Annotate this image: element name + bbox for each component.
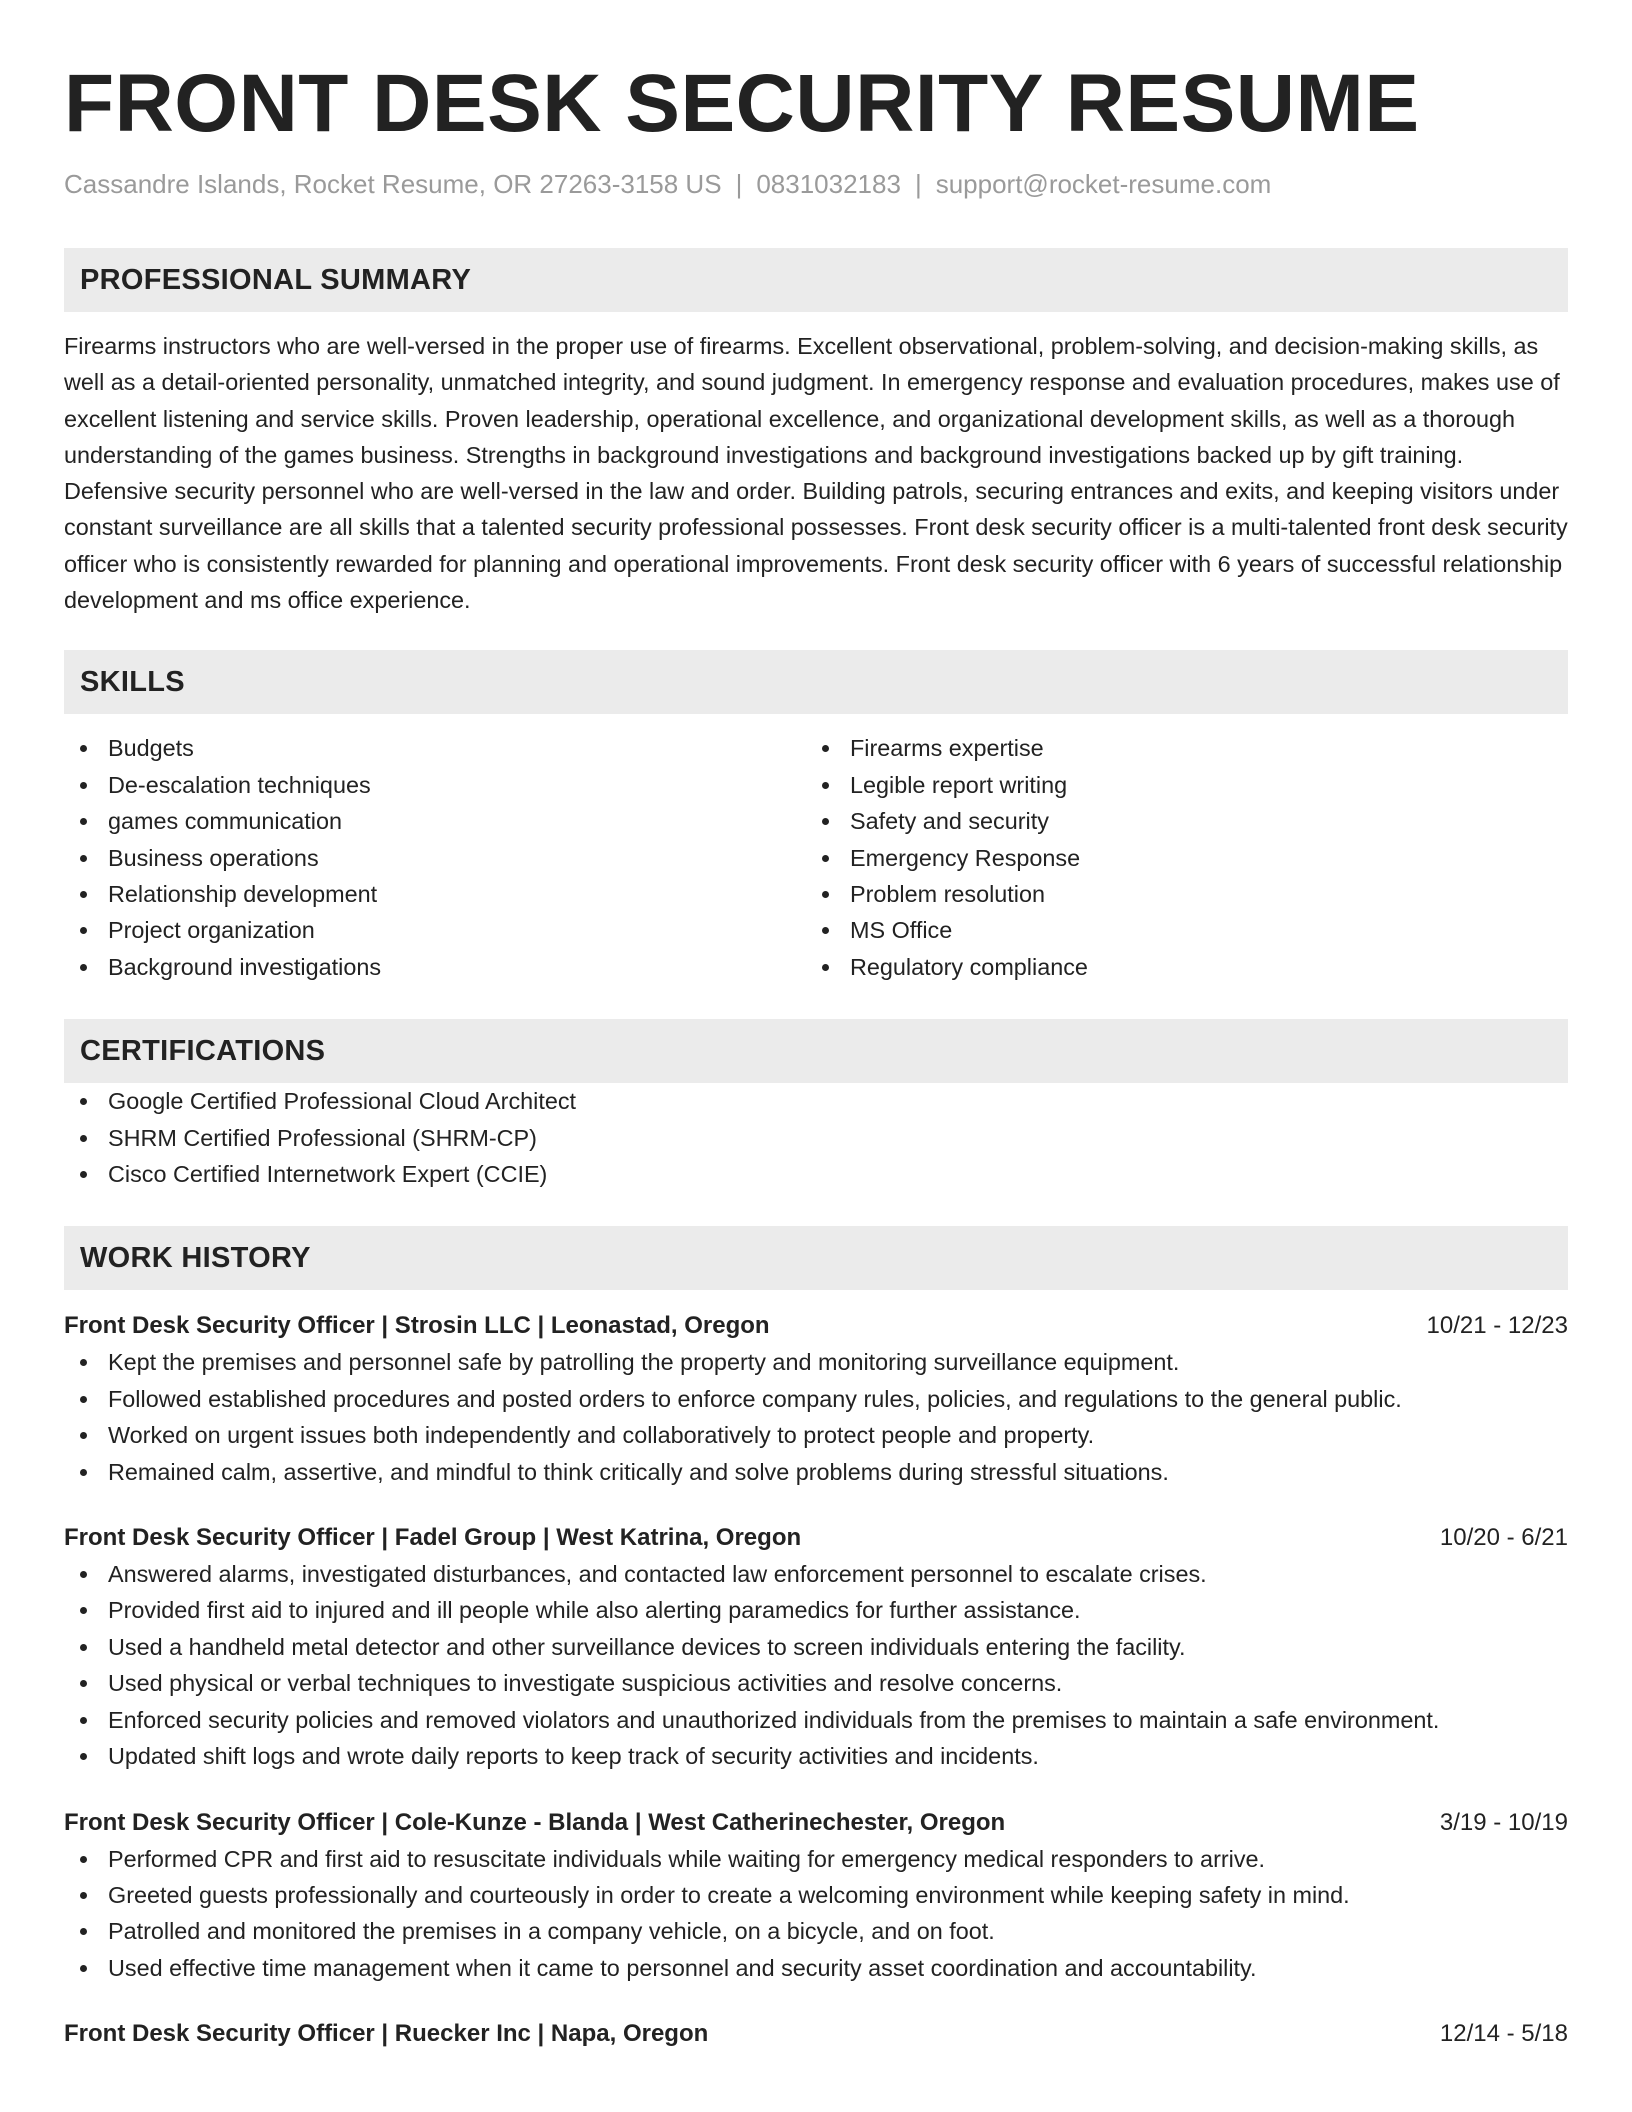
job-duty: Performed CPR and first aid to resuscitate individuals while waiting for emergency medical responders to arrive. <box>64 1841 1568 1877</box>
job-dates: 10/20 - 6/21 <box>1439 1524 1568 1552</box>
skills-heading: SKILLS <box>64 650 1568 714</box>
skill-item: MS Office <box>806 912 1568 948</box>
job-duty: Greeted guests professionally and courteously in order to create a welcoming environment while keeping safety in mind. <box>64 1877 1568 1913</box>
job-duty: Worked on urgent issues both independently and collaboratively to protect people and property. <box>64 1417 1568 1453</box>
skill-item: Emergency Response <box>806 840 1568 876</box>
summary-text: Firearms instructors who are well-versed in the proper use of firearms. Excellent observational, problem-solving, and decision-making skills, as well as a detail-oriented personality, unmatched integrity, and sound judgment. In emergency response and evaluation procedures, makes use of excellent listening and service skills. Proven leadership, operational excellence, and organizational development skills, as well as a thorough understanding of the games business. Strengths in background investigations and background investigations backed up by gift training. Defensive security personnel who are well-versed in the law and order. Building patrols, securing entrances and exits, and keeping visitors under constant surveillance are all skills that a talented security professional possesses. Front desk security officer is a multi-talented front desk security officer who is consistently rewarded for planning and operational improvements. Front desk security officer with 6 years of successful relationship development and ms office experience. <box>64 333 1568 614</box>
job-entry <box>64 1805 1568 1987</box>
job-title: Front Desk Security Officer | Cole-Kunze - Blanda | West Catherinechester, Oregon <box>64 1808 1006 1836</box>
job-header <box>64 1308 1568 1344</box>
job-duty: Kept the premises and personnel safe by patrolling the property and monitoring surveillance equipment. <box>64 1344 1568 1380</box>
job-entry <box>64 2016 1568 2052</box>
skill-item: Background investigations <box>64 949 806 985</box>
job-duty: Updated shift logs and wrote daily reports to keep track of security activities and incidents. <box>64 1738 1568 1774</box>
skill-item: De-escalation techniques <box>64 767 806 803</box>
certification-item: Cisco Certified Internetwork Expert (CCIE) <box>64 1156 1568 1192</box>
job-duty: Provided first aid to injured and ill people while also alerting paramedics for further assistance. <box>64 1592 1568 1628</box>
job-duty: Used a handheld metal detector and other surveillance devices to screen individuals entering the facility. <box>64 1629 1568 1665</box>
job-duty: Answered alarms, investigated disturbances, and contacted law enforcement personnel to escalate crises. <box>64 1556 1568 1592</box>
contact-line <box>64 166 1568 202</box>
job-duty: Used effective time management when it came to personnel and security asset coordination and accountability. <box>64 1950 1568 1986</box>
skills-column-left <box>64 730 806 985</box>
skill-item: Safety and security <box>806 803 1568 839</box>
skill-item: Budgets <box>64 730 806 766</box>
job-header <box>64 2016 1568 2052</box>
skills-column-right <box>806 730 1568 985</box>
job-duties <box>64 1841 1568 1987</box>
certifications-list <box>64 1083 1568 1192</box>
job-duties <box>64 1556 1568 1774</box>
skill-item: games communication <box>64 803 806 839</box>
skill-item: Business operations <box>64 840 806 876</box>
skill-item: Problem resolution <box>806 876 1568 912</box>
job-entry <box>64 1308 1568 1490</box>
job-duty: Enforced security policies and removed violators and unauthorized individuals from the premises to maintain a safe environment. <box>64 1702 1568 1738</box>
job-duties <box>64 1344 1568 1490</box>
skill-item: Project organization <box>64 912 806 948</box>
certification-item: Google Certified Professional Cloud Architect <box>64 1083 1568 1119</box>
job-title: Front Desk Security Officer | Strosin LLC | Leonastad, Oregon <box>64 1312 770 1340</box>
job-header <box>64 1520 1568 1556</box>
job-dates: 12/14 - 5/18 <box>1439 2020 1568 2048</box>
job-header <box>64 1805 1568 1841</box>
job-duty: Remained calm, assertive, and mindful to think critically and solve problems during stressful situations. <box>64 1454 1568 1490</box>
skill-item: Relationship development <box>64 876 806 912</box>
skill-item: Firearms expertise <box>806 730 1568 766</box>
skills-list <box>64 730 1568 985</box>
job-title: Front Desk Security Officer | Ruecker Inc | Napa, Oregon <box>64 2020 709 2048</box>
work-history-heading: WORK HISTORY <box>64 1226 1568 1290</box>
job-duty: Used physical or verbal techniques to investigate suspicious activities and resolve concerns. <box>64 1665 1568 1701</box>
job-duty: Patrolled and monitored the premises in a company vehicle, on a bicycle, and on foot. <box>64 1913 1568 1949</box>
contact-phone: 0831032183 <box>756 169 901 199</box>
summary-heading: PROFESSIONAL SUMMARY <box>64 248 1568 312</box>
job-title: Front Desk Security Officer | Fadel Group | West Katrina, Oregon <box>64 1524 802 1552</box>
skill-item: Regulatory compliance <box>806 949 1568 985</box>
job-entry <box>64 1520 1568 1774</box>
contact-address: Cassandre Islands, Rocket Resume, OR 27263-3158 US <box>64 169 722 199</box>
contact-separator: | <box>735 169 743 199</box>
job-dates: 10/21 - 12/23 <box>1426 1312 1568 1340</box>
certification-item: SHRM Certified Professional (SHRM-CP) <box>64 1120 1568 1156</box>
job-dates: 3/19 - 10/19 <box>1439 1808 1568 1836</box>
skill-item: Legible report writing <box>806 767 1568 803</box>
certifications-heading: CERTIFICATIONS <box>64 1019 1568 1083</box>
page-title: FRONT DESK SECURITY RESUME <box>64 58 1420 149</box>
job-duty: Followed established procedures and posted orders to enforce company rules, policies, and regulations to the general public. <box>64 1381 1568 1417</box>
contact-email: support@rocket-resume.com <box>935 169 1272 199</box>
contact-separator: | <box>914 169 922 199</box>
